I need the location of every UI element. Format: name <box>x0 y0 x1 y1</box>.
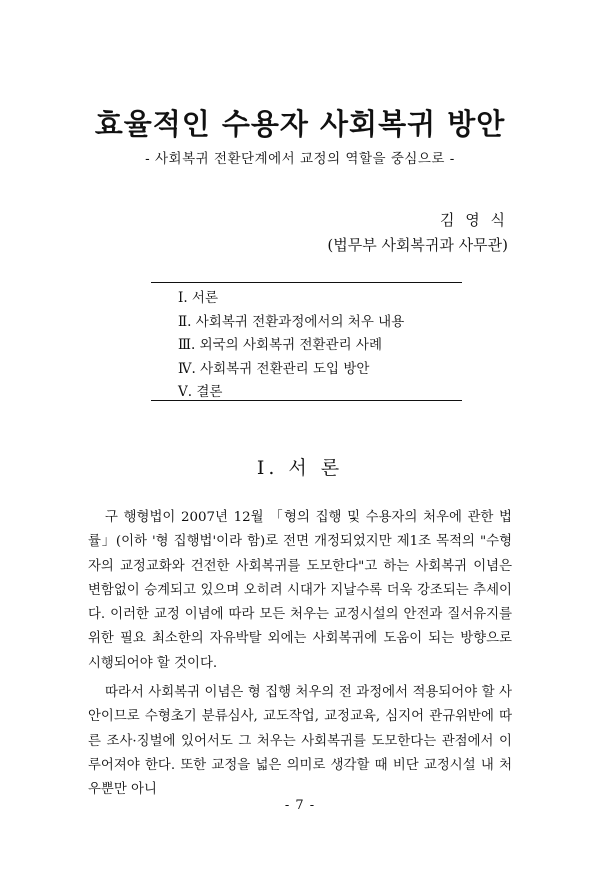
toc-item-3: Ⅲ. 외국의 사회복귀 전환관리 사례 <box>178 337 383 353</box>
toc-item-4: Ⅳ. 사회복귀 전환관리 도입 방안 <box>178 360 370 377</box>
table-of-contents <box>178 287 404 405</box>
toc-top-rule <box>151 282 462 283</box>
toc-item-2: Ⅱ. 사회복귀 전환과정에서의 처우 내용 <box>178 313 405 330</box>
section-heading: Ⅰ. 서 론 <box>256 457 344 479</box>
paper-subtitle: - 사회복귀 전환단계에서 교정의 역할을 중심으로 - <box>145 151 455 167</box>
toc-bottom-rule <box>151 400 462 401</box>
author-name: 김 영 식 <box>439 211 508 229</box>
toc-item-5: Ⅴ. 결론 <box>178 384 223 400</box>
toc-item-1: Ⅰ. 서론 <box>178 290 218 306</box>
paragraph-1: 구 행형법이 2007년 12월 「형의 집행 및 수용자의 처우에 관한 법률」(이하 '형 집행법'이라 함)로 전면 개정되었지만 제1조 목적의 "수형자의 교정교화와 건전한 사회복귀를 도모한다"고 하는 사회복귀 이념은 변함없이 승계되고 있으며 오히려 시대가 지날수록 더욱 강조되는 추세이다. 이러한 교정 이념에 따라 모든 처우는 교정시설의 안전과 질서유지를 위한 필요 최소한의 자유박탈 외에는 사회복귀에 도움이 되는 방향으로 시행되어야 할 것이다. <box>88 510 512 671</box>
paper-title: 효율적인 수용자 사회복귀 방안 <box>94 107 506 141</box>
body-text <box>88 506 512 808</box>
paragraph-2: 따라서 사회복귀 이념은 형 집행 처우의 전 과정에서 적용되어야 할 사안이므로 수형초기 분류심사, 교도작업, 교정교육, 심지어 관규위반에 따른 조사·징벌에 있어서도 그 처우는 사회복귀를 도모한다는 관점에서 이루어져야 한다. 또한 교정을 넓은 의미로 생각할 때 비단 교정시설 내 처우뿐만 아니 <box>88 685 512 798</box>
page-number: - 7 - <box>284 798 316 813</box>
author-affiliation: (법무부 사회복귀과 사무관) <box>327 236 508 254</box>
